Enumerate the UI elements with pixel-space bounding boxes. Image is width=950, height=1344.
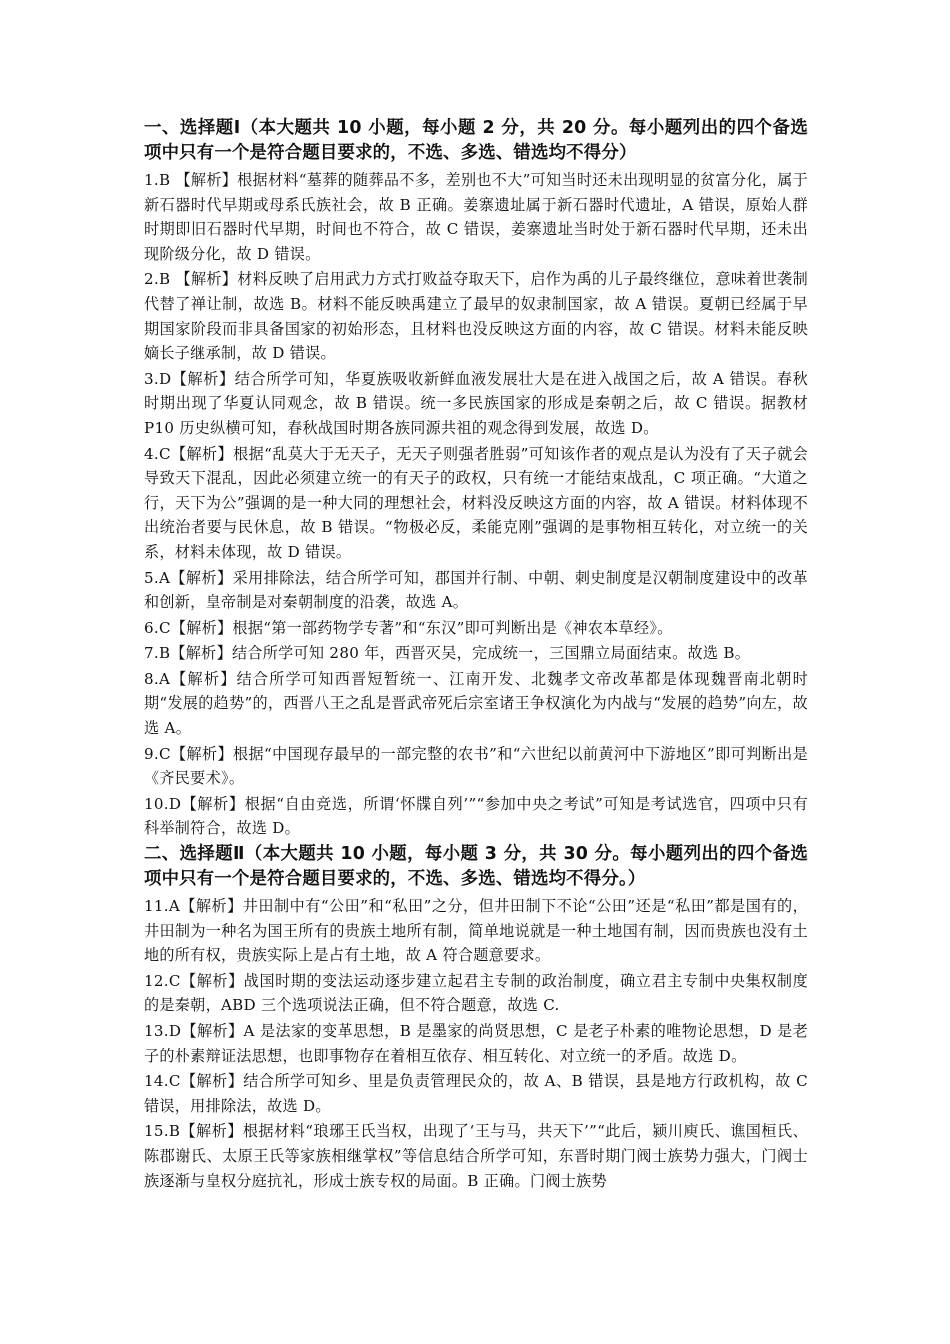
section-1-heading: 一、选择题Ⅰ（本大题共 10 小题，每小题 2 分，共 20 分。每小题列出的四个备选项中只有一个是符合题目要求的，不选、多选、错选均不得分） <box>144 118 808 163</box>
answer-6: 6.C【解析】根据“第一部药物学专著”和“东汉”即可判断出是《神农本草经》。 <box>144 618 673 637</box>
answer-5: 5.A【解析】采用排除法，结合所学可知，郡国并行制、中朝、刺史制度是汉朝制度建设中的改革和创新，皇帝制是对秦朝制度的沿袭，故选 A。 <box>144 568 808 612</box>
answer-7: 7.B【解析】结合所学可知 280 年，西晋灭吴，完成统一，三国鼎立局面结束。故选 B。 <box>144 644 751 663</box>
answer-9: 9.C【解析】根据“中国现存最早的一部完整的农书”和“六世纪以前黄河中下游地区”即可判断出是《齐民要术》。 <box>144 744 808 788</box>
answer-12: 12.C【解析】战国时期的变法运动逐步建立起君主专制的政治制度，确立君主专制中央集权制度的是秦朝，ABD 三个选项说法正确，但不符合题意，故选 C. <box>144 971 808 1015</box>
answer-document <box>144 116 808 1194</box>
answer-10: 10.D【解析】根据“自由竞选，所谓‘怀牒自列’”“参加中央之考试”可知是考试选官，四项中只有科举制符合，故选 D。 <box>144 794 808 838</box>
answer-14: 14.C【解析】结合所学可知乡、里是负责管理民众的，故 A、B 错误，县是地方行政机构，故 C 错误，用排除法，故选 D。 <box>144 1072 808 1115</box>
answer-3: 3.D【解析】结合所学可知，华夏族吸收新鲜血液发展壮大是在进入战国之后，故 A 错误。春秋时期出现了华夏认同观念，故 B 错误。统一多民族国家的形成是秦朝之后，故 C 错误。据教材 P10 历史纵横可知，春秋战国时期各族同源共祖的观念得到发展，故选 D。 <box>144 369 808 437</box>
answer-4: 4.C【解析】根据“乱莫大于无天子，无天子则强者胜弱”可知该作者的观点是认为没有了天子就会导致天下混乱，因此必须建立统一的有天子的政权，只有统一才能结束战乱，C 项正确。“大道之行，天下为公”强调的是一种大同的理想社会，材料没反映这方面的内容，故 A 错误。材料体现不出统治者要与民休息，故 B 错误。“物极必反，柔能克刚”强调的是事物相互转化，对立统一的关系，材料未体现，故 D 错误。 <box>144 444 808 561</box>
answer-13: 13.D【解析】A 是法家的变革思想，B 是墨家的尚贤思想，C 是老子朴素的唯物论思想，D 是老子的朴素辩证法思想，也即事物存在着相互依存、相互转化、对立统一的矛盾。故选 D。 <box>144 1022 808 1065</box>
answer-11: 11.A【解析】井田制中有“公田”和“私田”之分，但井田制下不论“公田”还是“私田”都是国有的，井田制为一种名为国王所有的贵族土地所有制，简单地说就是一种土地国有制，因而贵族也没有土地的所有权，贵族实际上是占有土地，故 A 符合题意要求。 <box>144 897 808 965</box>
answer-2: 2.B 【解析】材料反映了启用武力方式打败益夺取天下，启作为禹的儿子最终继位，意味着世袭制代替了禅让制，故选 B。材料不能反映禹建立了最早的奴隶制国家，故 A 错误。夏朝已经属于早期国家阶段而非具备国家的初始形态，且材料也没反映这方面的内容，故 C 错误。材料未能反映嫡长子继承制，故 D 错误。 <box>144 270 808 363</box>
answer-15: 15.B【解析】根据材料“琅琊王氏当权，出现了‘王与马，共天下’”“此后，颍川庾氏、谯国桓氏、陈郡谢氏、太原王氏等家族相继掌权”等信息结合所学可知，东晋时期门阀士族势力强大，门阀士族逐渐与皇权分庭抗礼，形成士族专权的局面。B 正确。门阀士族势 <box>144 1122 808 1190</box>
answer-8: 8.A【解析】结合所学可知西晋短暂统一、江南开发、北魏孝文帝改革都是体现魏晋南北朝时期“发展的趋势”的，西晋八王之乱是晋武帝死后宗室诸王争权演化为内战与“发展的趋势”向左，故选 A。 <box>144 669 808 738</box>
section-2-heading: 二、选择题Ⅱ（本大题共 10 小题，每小题 3 分，共 30 分。每小题列出的四个备选项中只有一个是符合题目要求的，不选、多选、错选均不得分。） <box>144 844 808 890</box>
answer-1: 1.B 【解析】根据材料“墓葬的随葬品不多，差别也不大”可知当时还未出现明显的贫富分化，属于新石器时代早期或母系氏族社会，故 B 正确。姜寨遗址属于新石器时代遗址，A 错误，原始人群时期即旧石器时代早期，时间也不符合，故 C 错误，姜寨遗址当时处于新石器时代早期，还未出现阶级分化，故 D 错误。 <box>144 171 808 263</box>
